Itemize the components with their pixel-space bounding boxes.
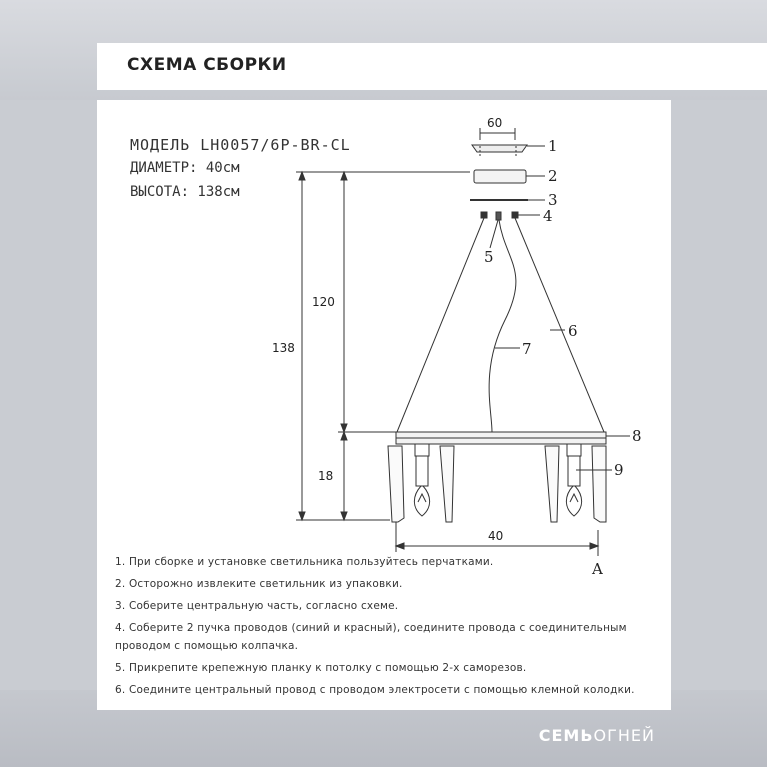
dim-60-label: 60	[487, 116, 503, 130]
mounting-plate	[474, 170, 526, 183]
callout-1: 1	[548, 137, 558, 155]
cable-left	[397, 218, 484, 432]
instruction-4: 4. Соберите 2 пучка проводов (синий и красный), соедините провода с соединительным проводом с помощью колпачка.	[115, 622, 627, 652]
instruction-3: 3. Соберите центральную часть, согласно схеме.	[115, 600, 399, 612]
hook-left	[481, 212, 487, 218]
brand-bold: СЕМЬ	[538, 726, 594, 745]
label-a: A	[592, 560, 603, 578]
hook-right	[512, 212, 518, 218]
cable-clamp	[496, 212, 501, 220]
callout-7: 7	[522, 340, 532, 358]
page-title: СХЕМА СБОРКИ	[127, 55, 287, 75]
brand-light: ОГНЕЙ	[593, 726, 655, 745]
brand-logo	[539, 726, 655, 745]
leader-5	[490, 220, 498, 248]
callout-4: 4	[543, 207, 553, 225]
model-label: МОДЕЛЬ LH0057/6P-BR-CL	[130, 136, 351, 154]
cable-right	[515, 218, 604, 432]
dim-18-label: 18	[318, 469, 334, 483]
callout-9: 9	[614, 461, 624, 479]
height-label: ВЫСОТА: 138см	[130, 184, 240, 200]
crystal-left-2	[440, 446, 454, 522]
dim-138-label: 138	[272, 341, 295, 355]
socket-right	[568, 456, 580, 486]
instructions-list	[115, 553, 675, 703]
crystal-right-1	[545, 446, 559, 522]
callout-3: 3	[548, 191, 558, 209]
diameter-label: ДИАМЕТР: 40см	[130, 160, 240, 176]
socket-left	[416, 456, 428, 486]
instruction-2: 2. Осторожно извлеките светильник из упаковки.	[115, 578, 403, 590]
bulb-right-icon	[566, 486, 581, 516]
crystal-left-1	[388, 446, 404, 522]
bulb-left-icon	[414, 486, 429, 516]
instruction-5: 5. Прикрепите крепежную планку к потолку с помощью 2-х саморезов.	[115, 662, 527, 674]
instruction-1: 1. При сборке и установке светильника пользуйтесь перчатками.	[115, 556, 494, 568]
crystal-right-2	[592, 446, 606, 522]
callout-2: 2	[548, 167, 558, 185]
dim-40-label: 40	[488, 529, 504, 543]
callout-6: 6	[568, 322, 578, 340]
callout-5: 5	[484, 248, 494, 266]
instruction-6: 6. Соедините центральный провод с проводом электросети с помощью клемной колодки.	[115, 684, 635, 696]
callout-8: 8	[632, 427, 642, 445]
socket-left-cap	[415, 444, 429, 456]
socket-right-cap	[567, 444, 581, 456]
dim-120-label: 120	[312, 295, 335, 309]
